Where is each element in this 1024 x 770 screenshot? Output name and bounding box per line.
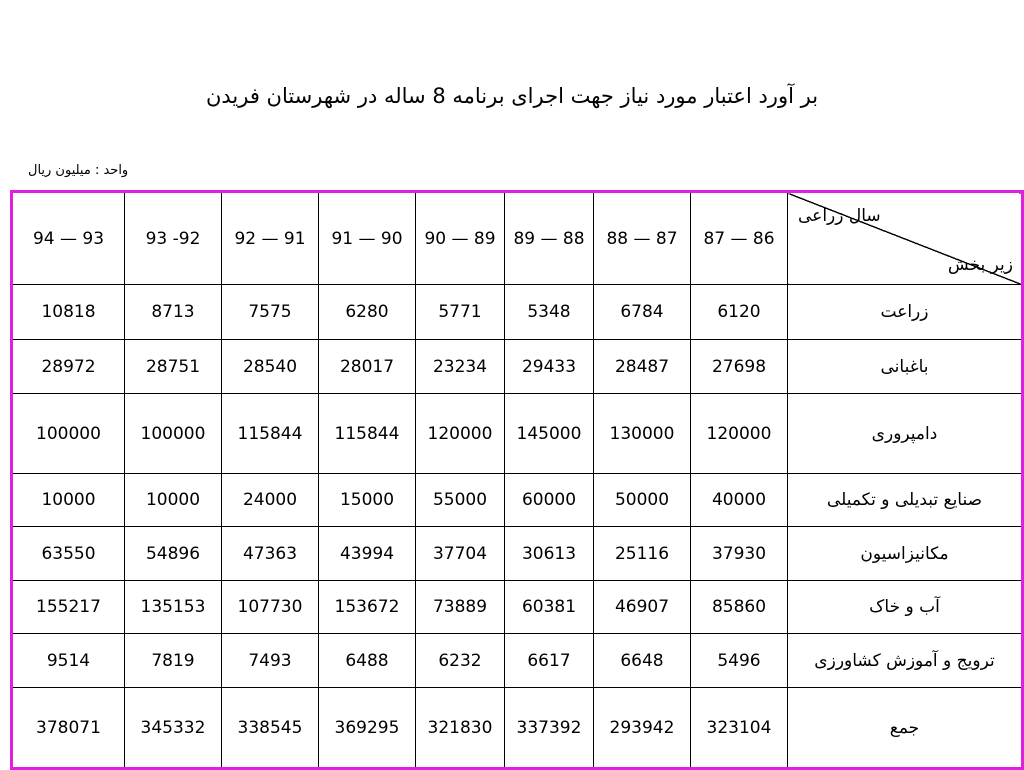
- table-cell: 10818: [12, 285, 125, 340]
- year-header: 89 — 88: [505, 192, 594, 285]
- table-cell: 378071: [12, 688, 125, 769]
- table-cell: 321830: [416, 688, 505, 769]
- credit-table: [10, 190, 1024, 770]
- table-cell: 115844: [319, 394, 416, 474]
- year-header: 94 — 93: [12, 192, 125, 285]
- table-cell: 115844: [222, 394, 319, 474]
- table-cell: 29433: [505, 340, 594, 394]
- sector-label: صنایع تبدیلی و تکمیلی: [788, 474, 1023, 527]
- table-cell: 145000: [505, 394, 594, 474]
- table-cell: 107730: [222, 581, 319, 634]
- table-cell: 5496: [691, 634, 788, 688]
- table-cell: 60000: [505, 474, 594, 527]
- table-row: [12, 634, 1023, 688]
- sector-label: دامپروری: [788, 394, 1023, 474]
- page-title: بر آورد اعتبار مورد نیاز جهت اجرای برنامه 8 ساله در شهرستان فریدن: [205, 84, 819, 108]
- table-cell: 293942: [594, 688, 691, 769]
- sector-label: باغبانی: [788, 340, 1023, 394]
- table-cell: 30613: [505, 527, 594, 581]
- year-header: 93 -92: [125, 192, 222, 285]
- year-header: 87 — 86: [691, 192, 788, 285]
- table-cell: 323104: [691, 688, 788, 769]
- table-cell: 40000: [691, 474, 788, 527]
- table-cell: 24000: [222, 474, 319, 527]
- table-cell: 7493: [222, 634, 319, 688]
- table-cell: 60381: [505, 581, 594, 634]
- table-cell: 135153: [125, 581, 222, 634]
- year-header: 88 — 87: [594, 192, 691, 285]
- table-cell: 25116: [594, 527, 691, 581]
- table-cell: 337392: [505, 688, 594, 769]
- table-row: [12, 581, 1023, 634]
- table-cell: 55000: [416, 474, 505, 527]
- total-row: [12, 688, 1023, 769]
- sector-label: جمع: [788, 688, 1023, 769]
- table-row: [12, 285, 1023, 340]
- sector-label: ترویج و آموزش کشاورزی: [788, 634, 1023, 688]
- year-header: 92 — 91: [222, 192, 319, 285]
- year-header: 90 — 89: [416, 192, 505, 285]
- table-cell: 47363: [222, 527, 319, 581]
- table-cell: 6280: [319, 285, 416, 340]
- table-cell: 6648: [594, 634, 691, 688]
- table-cell: 28487: [594, 340, 691, 394]
- table-cell: 50000: [594, 474, 691, 527]
- table-cell: 6617: [505, 634, 594, 688]
- table-row: [12, 474, 1023, 527]
- table-cell: 7819: [125, 634, 222, 688]
- table-cell: 6232: [416, 634, 505, 688]
- table-cell: 345332: [125, 688, 222, 769]
- table-cell: 130000: [594, 394, 691, 474]
- corner-year-label: سال زراعی: [798, 206, 881, 226]
- table-cell: 85860: [691, 581, 788, 634]
- corner-header: [788, 192, 1023, 285]
- table-cell: 7575: [222, 285, 319, 340]
- table-cell: 10000: [12, 474, 125, 527]
- corner-sector-label: زیر بخش: [947, 255, 1013, 275]
- table-cell: 6784: [594, 285, 691, 340]
- table-cell: 27698: [691, 340, 788, 394]
- table-cell: 28751: [125, 340, 222, 394]
- table-cell: 9514: [12, 634, 125, 688]
- table-cell: 37704: [416, 527, 505, 581]
- table-cell: 100000: [12, 394, 125, 474]
- table-cell: 8713: [125, 285, 222, 340]
- table-cell: 5771: [416, 285, 505, 340]
- sector-label: آب و خاک: [788, 581, 1023, 634]
- table-row: [12, 394, 1023, 474]
- table-cell: 43994: [319, 527, 416, 581]
- table-cell: 5348: [505, 285, 594, 340]
- year-header: 91 — 90: [319, 192, 416, 285]
- sector-label: زراعت: [788, 285, 1023, 340]
- table-cell: 54896: [125, 527, 222, 581]
- table-row: [12, 340, 1023, 394]
- table-cell: 153672: [319, 581, 416, 634]
- table-cell: 120000: [416, 394, 505, 474]
- header-row: [12, 192, 1023, 285]
- table-cell: 369295: [319, 688, 416, 769]
- table-cell: 100000: [125, 394, 222, 474]
- table-cell: 23234: [416, 340, 505, 394]
- table-cell: 120000: [691, 394, 788, 474]
- table-cell: 338545: [222, 688, 319, 769]
- sector-label: مکانیزاسیون: [788, 527, 1023, 581]
- table-cell: 63550: [12, 527, 125, 581]
- table-cell: 37930: [691, 527, 788, 581]
- table-cell: 28972: [12, 340, 125, 394]
- table-row: [12, 527, 1023, 581]
- table-cell: 28540: [222, 340, 319, 394]
- table-cell: 15000: [319, 474, 416, 527]
- table-cell: 6120: [691, 285, 788, 340]
- table-cell: 73889: [416, 581, 505, 634]
- table-cell: 10000: [125, 474, 222, 527]
- table-cell: 6488: [319, 634, 416, 688]
- table-cell: 155217: [12, 581, 125, 634]
- unit-label: واحد : میلیون ریال: [28, 163, 129, 178]
- table-cell: 46907: [594, 581, 691, 634]
- table-cell: 28017: [319, 340, 416, 394]
